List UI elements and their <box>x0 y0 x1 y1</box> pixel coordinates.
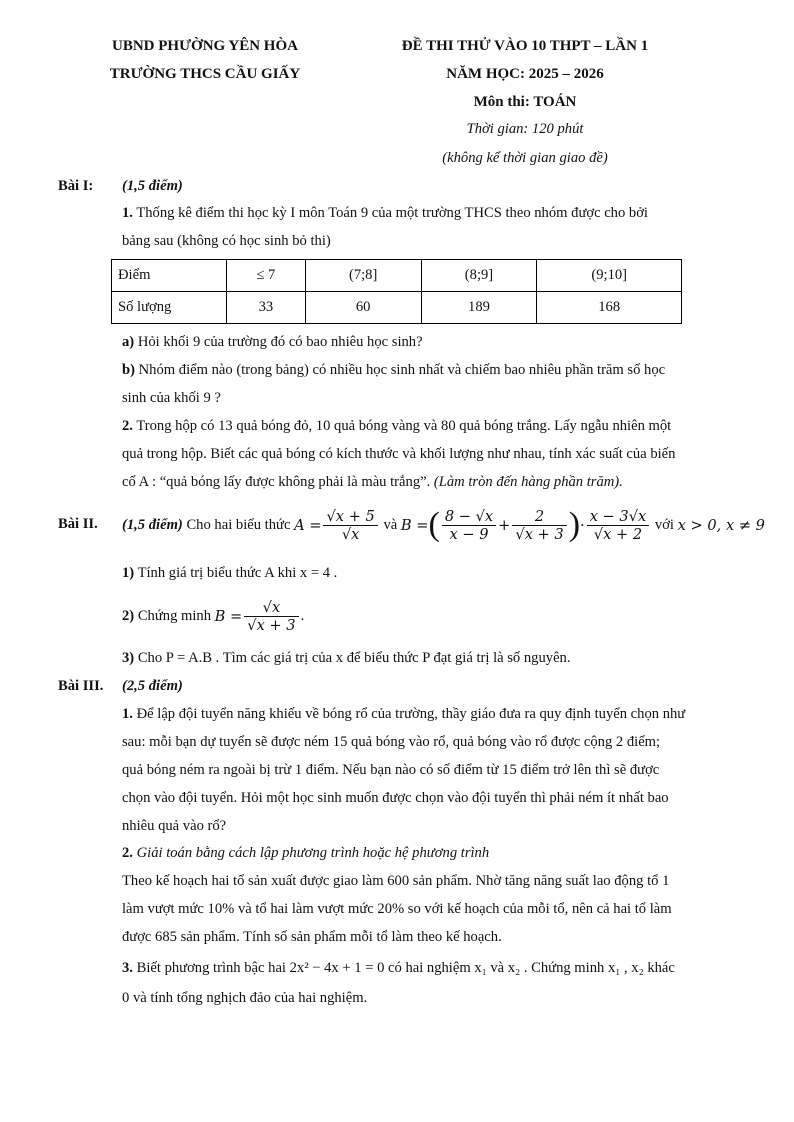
table-cell: (8;9] <box>421 260 537 292</box>
bai1-qb-label: b) <box>122 362 135 378</box>
bai1-q2-text: Trong hộp có 13 quả bóng đỏ, 10 quả bóng vàng và 80 quả bóng trắng. Lấy ngẫu nhiên một <box>136 418 672 434</box>
bai1-q2-event: cố A : “quả bóng lấy được không phải là màu trắng”. <box>122 474 431 490</box>
table-cell: ≤ 7 <box>227 260 306 292</box>
bai3-q3-num: 3. <box>122 960 133 976</box>
bai2-q3-label: 3) <box>122 650 135 666</box>
bai2-q2: 2) Chứng minh B = $\frac{√x}{√x + 3}$ . <box>122 598 305 634</box>
bai1-q1-line2: bảng sau (không có học sinh bỏ thi) <box>122 233 331 249</box>
bai3-q3-line1 <box>122 960 675 977</box>
table-cell: 168 <box>537 292 682 324</box>
bai3-q2-line1: Theo kế hoạch hai tổ sản xuất được giao làm 600 sản phẩm. Nhờ tăng năng suất lao động tổ 1 <box>122 873 670 889</box>
bai1-qa-label: a) <box>122 334 135 350</box>
bai1-qb-line2: sinh của khối 9 ? <box>122 390 221 406</box>
table-cell: (7;8] <box>305 260 421 292</box>
school-authority: UBND PHƯỜNG YÊN HÒA <box>112 38 298 54</box>
table-cell: (9;10] <box>537 260 682 292</box>
bai1-qb-text: Nhóm điểm nào (trong bảng) có nhiều học sinh nhất và chiếm bao nhiêu phần trăm số học <box>138 362 666 378</box>
bai2-expressions: (1,5 điểm) Cho hai biểu thức A = $\frac{√x + 5}{√x}$ và B = ( $\frac{8 - √x}{x - 9}$ + $\frac{2}{√x + 3}$ ) · $\frac{x - 3√x}{√x + 2}$ với x > 0, x ≠ 9 <box>122 506 765 543</box>
bai3-q3-line2: 0 và tính tổng nghịch đảo của hai nghiệm. <box>122 990 368 1006</box>
bai2-condition: x > 0, x ≠ 9 <box>677 516 765 534</box>
bai1-q2-num: 2. <box>122 418 133 434</box>
bai2-q3-text: Cho P = A.B . Tìm các giá trị của x để biểu thức P đạt giá trị là số nguyên. <box>137 650 571 666</box>
school-name: TRƯỜNG THCS CẦU GIẤY <box>109 66 301 82</box>
subject: Môn thi: TOÁN <box>473 94 577 110</box>
bai3-q1-line3: quả bóng ném ra ngoài bị trừ 1 điểm. Nếu bạn nào có số điểm từ 15 điểm trở lên thì sẽ được <box>122 762 660 778</box>
bai2-intro: Cho hai biểu thức <box>186 516 291 533</box>
exam-title: ĐỀ THI THỬ VÀO 10 THPT – LẦN 1 <box>401 38 649 54</box>
bai2-q1-text: Tính giá trị biểu thức A khi x = 4 . <box>137 565 338 581</box>
bai2-q2-text: Chứng minh <box>137 607 212 624</box>
bai1-q2-line3 <box>122 474 623 491</box>
table-cell-label: Điểm <box>112 260 227 292</box>
bai3-q2-title-line <box>122 845 489 862</box>
bai2-q2-label: 2) <box>122 607 135 624</box>
table-row <box>112 292 682 324</box>
bai3-q1-num: 1. <box>122 706 133 722</box>
exam-time-note: (không kể thời gian giao đề) <box>442 150 608 166</box>
bai3-label: Bài III. <box>58 678 104 694</box>
bai3-q2-title: Giải toán bằng cách lập phương trình hoặc hệ phương trình <box>136 845 490 861</box>
table-row <box>112 260 682 292</box>
bai1-label: Bài I: <box>58 178 94 194</box>
bai1-qa <box>122 334 423 351</box>
score-table <box>111 259 682 324</box>
bai2-and: và <box>383 516 398 533</box>
expr-b-frac3: $\frac{x - 3√x}{√x + 2}$ <box>587 508 650 543</box>
bai3-q1-line2: sau: mỗi bạn dự tuyển sẽ được ném 15 quả bóng vào rổ, quả bóng vào rổ được cộng 2 điểm; <box>122 734 661 750</box>
bai3-q3-text: Biết phương trình bậc hai 2x² − 4x + 1 = 0 có hai nghiệm x₁ và x₂ . Chứng minh x₁ , x₂ khác <box>136 960 675 976</box>
bai2-points: (1,5 điểm) <box>122 516 183 533</box>
table-cell-label: Số lượng <box>112 292 227 324</box>
bai1-q1-line1 <box>122 205 648 222</box>
bai3-q1-line4: chọn vào đội tuyển. Hỏi một học sinh muốn được chọn vào đội tuyển thì phải ném ít nhất bao <box>122 790 669 806</box>
exam-time: Thời gian: 120 phút <box>466 121 584 137</box>
bai2-cond-text: với <box>654 516 674 533</box>
table-cell: 60 <box>305 292 421 324</box>
bai2-label: Bài II. <box>58 516 98 532</box>
table-cell: 189 <box>421 292 537 324</box>
bai1-q1-num: 1. <box>122 205 133 221</box>
expr-b-frac2: $\frac{2}{√x + 3}$ <box>512 508 566 543</box>
bai3-q2-num: 2. <box>122 845 133 861</box>
table-cell: 33 <box>227 292 306 324</box>
bai2-q3 <box>122 650 571 667</box>
bai3-q1-line5: nhiêu quả vào rổ? <box>122 818 227 834</box>
bai1-qa-text: Hỏi khối 9 của trường đó có bao nhiêu học sinh? <box>137 334 423 350</box>
school-year: NĂM HỌC: 2025 – 2026 <box>446 66 604 82</box>
bai1-points: (1,5 điểm) <box>122 178 183 194</box>
bai2-q1 <box>122 565 337 582</box>
expr-b-frac1: $\frac{8 - √x}{x - 9}$ <box>442 508 496 543</box>
bai1-q2-rounding: (Làm tròn đến hàng phần trăm). <box>433 474 623 490</box>
bai2-q1-label: 1) <box>122 565 135 581</box>
bai3-points: (2,5 điểm) <box>122 678 183 694</box>
expr-a: $\frac{√x + 5}{√x}$ <box>323 508 377 543</box>
bai1-q2-line1 <box>122 418 671 435</box>
bai3-q2-line3: được 685 sản phẩm. Tính số sản phẩm mỗi tổ làm theo kế hoạch. <box>122 929 502 945</box>
bai1-qb <box>122 362 665 379</box>
bai3-q1-text: Để lập đội tuyển năng khiếu về bóng rổ của trường, thầy giáo đưa ra quy định tuyển chọn như <box>136 706 686 722</box>
bai3-q2-line2: làm vượt mức 10% và tổ hai làm vượt mức 20% so với kế hoạch của mỗi tổ, nên cả hai tổ làm <box>122 901 672 917</box>
bai3-q1-line1 <box>122 706 685 723</box>
expr-b-result: $\frac{√x}{√x + 3}$ <box>244 599 298 634</box>
bai1-q1-text: Thống kê điểm thi học kỳ I môn Toán 9 của một trường THCS theo nhóm được cho bởi <box>136 205 648 221</box>
bai1-q2-line2: quả trong hộp. Biết các quả bóng có kích thước và khối lượng như nhau, tính xác suất của biến <box>122 446 676 462</box>
